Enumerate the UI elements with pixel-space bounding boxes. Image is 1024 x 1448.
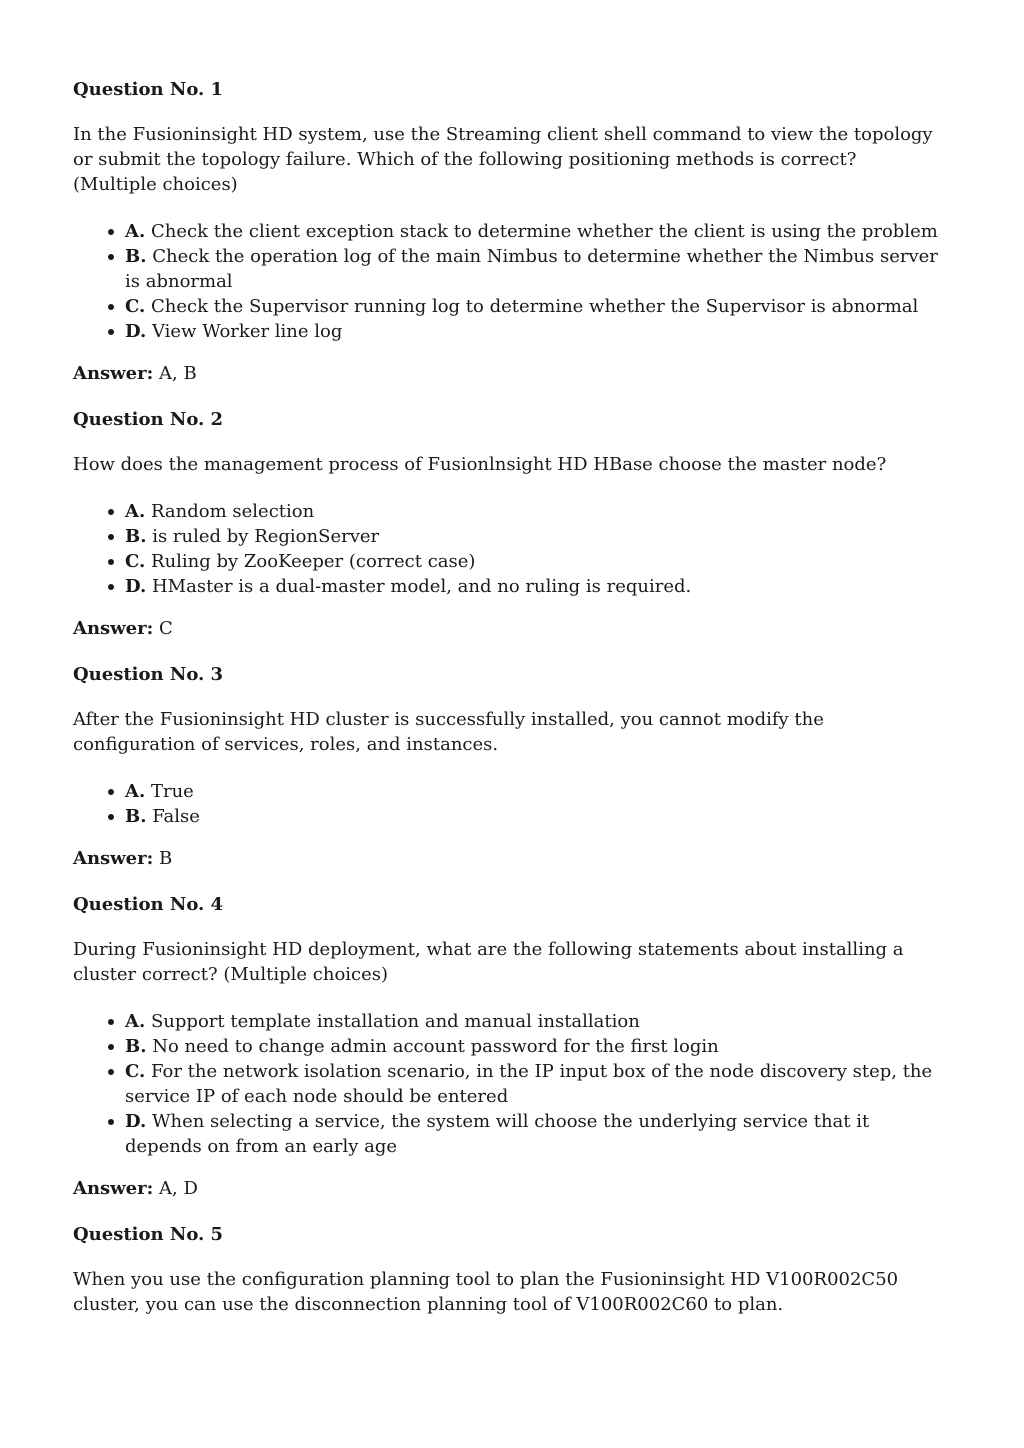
choice-item <box>125 1109 943 1159</box>
choice-item <box>125 294 943 319</box>
document-page <box>73 76 943 1317</box>
answer-line <box>73 615 943 643</box>
answer-value: B <box>159 848 173 869</box>
answer-label: Answer: <box>73 618 154 639</box>
choice-text: Check the operation log of the main Nimbus to determine whether the Nimbus server is abnormal <box>125 246 938 292</box>
question-2 <box>73 406 943 643</box>
question-title: Question No. 3 <box>73 664 224 685</box>
question-title: Question No. 4 <box>73 894 224 915</box>
choice-list <box>73 1009 943 1159</box>
choice-letter: A. <box>125 781 146 802</box>
choice-letter: A. <box>125 501 146 522</box>
choice-list <box>73 219 943 344</box>
choice-text: For the network isolation scenario, in the IP input box of the node discovery step, the service IP of each node should be entered <box>125 1061 933 1107</box>
answer-value: A, B <box>159 363 197 384</box>
choice-text: Random selection <box>150 501 315 522</box>
question-text: During Fusioninsight HD deployment, what are the following statements about installing a cluster correct? (Multiple choices) <box>73 939 904 985</box>
choice-list <box>73 779 943 829</box>
choice-letter: A. <box>125 1011 146 1032</box>
choice-text: HMaster is a dual-master model, and no ruling is required. <box>151 576 692 597</box>
choice-text: When selecting a service, the system will choose the underlying service that it depends on from an early age <box>125 1111 870 1157</box>
question-1 <box>73 76 943 388</box>
answer-line <box>73 360 943 388</box>
choice-letter: B. <box>125 526 147 547</box>
answer-value: C <box>159 618 173 639</box>
choice-item <box>125 804 943 829</box>
question-text: When you use the configuration planning tool to plan the Fusioninsight HD V100R002C50 cluster, you can use the disconnection planning tool of V100R002C60 to plan. <box>73 1269 899 1315</box>
question-5 <box>73 1221 943 1317</box>
choice-letter: B. <box>125 806 147 827</box>
choice-item <box>125 524 943 549</box>
choice-text: Check the Supervisor running log to determine whether the Supervisor is abnormal <box>151 296 919 317</box>
choice-letter: B. <box>125 246 147 267</box>
choice-text: Check the client exception stack to determine whether the client is using the problem <box>150 221 938 242</box>
answer-label: Answer: <box>73 848 154 869</box>
choice-letter: D. <box>125 321 147 342</box>
question-title: Question No. 1 <box>73 79 224 100</box>
choice-item <box>125 1059 943 1109</box>
choice-text: Ruling by ZooKeeper (correct case) <box>151 551 476 572</box>
answer-line <box>73 845 943 873</box>
question-text: How does the management process of Fusionlnsight HD HBase choose the master node? <box>73 454 887 475</box>
choice-letter: A. <box>125 221 146 242</box>
choice-item <box>125 574 943 599</box>
answer-value: A, D <box>159 1178 198 1199</box>
question-text: After the Fusioninsight HD cluster is successfully installed, you cannot modify the configuration of services, roles, and instances. <box>73 709 824 755</box>
choice-item <box>125 219 943 244</box>
choice-item <box>125 319 943 344</box>
choice-item <box>125 1034 943 1059</box>
choice-letter: C. <box>125 551 146 572</box>
question-title: Question No. 2 <box>73 409 224 430</box>
choice-text: Support template installation and manual installation <box>150 1011 640 1032</box>
choice-text: No need to change admin account password for the first login <box>152 1036 719 1057</box>
choice-letter: B. <box>125 1036 147 1057</box>
choice-letter: D. <box>125 576 147 597</box>
choice-text: is ruled by RegionServer <box>152 526 380 547</box>
choice-item <box>125 549 943 574</box>
answer-line <box>73 1175 943 1203</box>
choice-item <box>125 244 943 294</box>
choice-item <box>125 499 943 524</box>
choice-letter: C. <box>125 1061 146 1082</box>
question-3 <box>73 661 943 873</box>
choice-text: True <box>150 781 194 802</box>
choice-letter: C. <box>125 296 146 317</box>
answer-label: Answer: <box>73 363 154 384</box>
answer-label: Answer: <box>73 1178 154 1199</box>
choice-text: View Worker line log <box>151 321 343 342</box>
question-title: Question No. 5 <box>73 1224 224 1245</box>
choice-text: False <box>152 806 200 827</box>
choice-item <box>125 1009 943 1034</box>
question-4 <box>73 891 943 1203</box>
choice-list <box>73 499 943 599</box>
question-text: In the Fusioninsight HD system, use the Streaming client shell command to view the topology or submit the topology failure. Which of the following positioning methods is correct? (Multiple choices) <box>73 124 933 195</box>
choice-item <box>125 779 943 804</box>
choice-letter: D. <box>125 1111 147 1132</box>
